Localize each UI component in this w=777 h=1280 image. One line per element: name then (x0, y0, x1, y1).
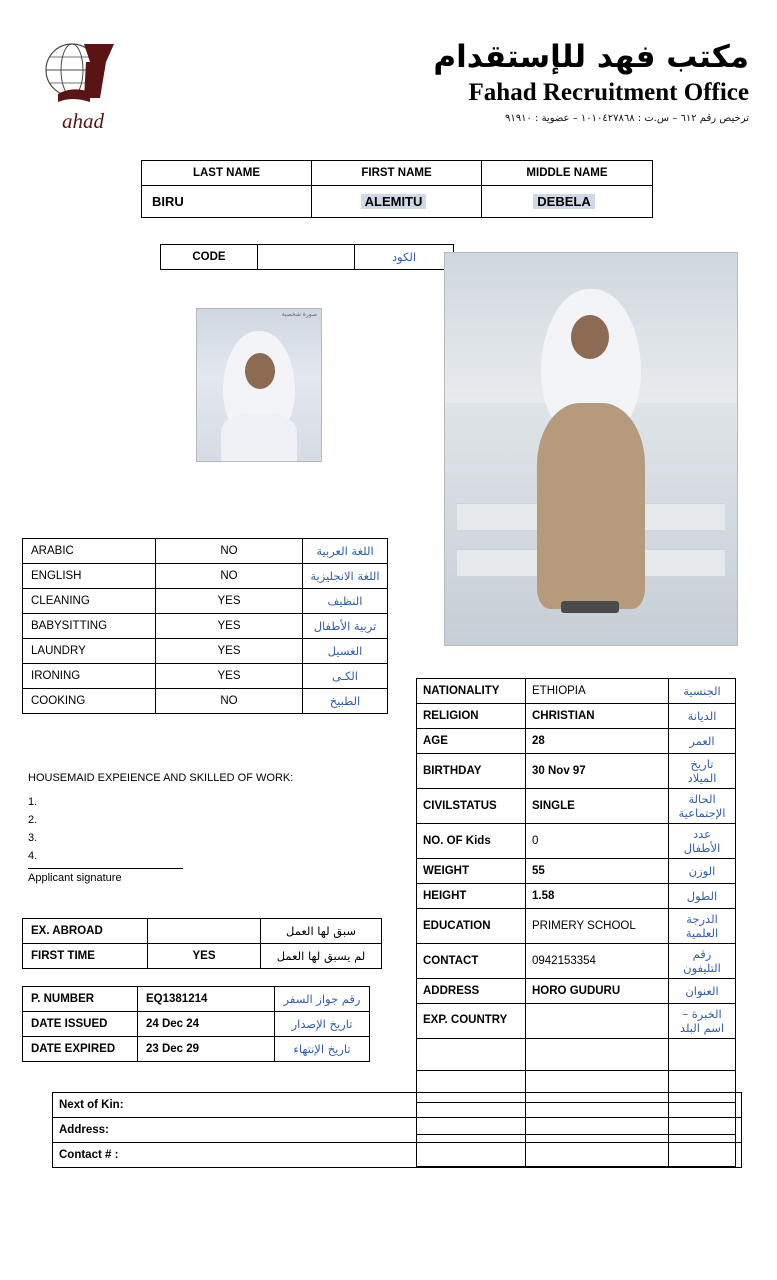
fahad-logo (28, 36, 146, 134)
brand-license-line: ترخيص رقم ٦١٢ – س.ت : ١٠١٠٤٢٧٨٦٨ – عضوية : ٩١٩١٠ (504, 112, 749, 124)
table-row (23, 564, 388, 589)
table-row (417, 704, 736, 729)
info-label-birthday: BIRTHDAY (417, 754, 526, 789)
info-value-religion[interactable]: CHRISTIAN (526, 704, 669, 729)
table-row (417, 729, 736, 754)
table-row (23, 639, 388, 664)
skill-value-cleaning[interactable]: YES (156, 589, 303, 614)
skill-value-laundry[interactable]: YES (156, 639, 303, 664)
table-row (23, 664, 388, 689)
face-shape-large (571, 315, 609, 359)
info-label-height: HEIGHT (417, 884, 526, 909)
info-label-address: ADDRESS (417, 979, 526, 1004)
abroad-label-ex-abroad: EX. ABROAD (23, 919, 148, 944)
value-middle-name (482, 186, 653, 218)
skill-arabic-english: اللغة الانجليزية (303, 564, 388, 589)
skill-arabic-ironing: الكـى (303, 664, 388, 689)
skill-label-laundry: LAUNDRY (23, 639, 156, 664)
info-value-exp-country[interactable] (526, 1004, 669, 1039)
skill-label-arabic-lang: ARABIC (23, 539, 156, 564)
skill-label-english: ENGLISH (23, 564, 156, 589)
passport-value-issued[interactable]: 24 Dec 24 (138, 1012, 275, 1037)
document-header (0, 18, 777, 133)
list-item[interactable]: 2. (28, 814, 38, 826)
col-first-name: FIRST NAME (312, 161, 482, 186)
info-blank-cell[interactable] (526, 1039, 669, 1071)
info-label-weight: WEIGHT (417, 859, 526, 884)
info-label-age: AGE (417, 729, 526, 754)
skill-arabic-babysitting: تربية الأطفال (303, 614, 388, 639)
table-row (417, 789, 736, 824)
info-blank-cell[interactable] (417, 1039, 526, 1071)
col-middle-name: MIDDLE NAME (482, 161, 653, 186)
skill-value-arabic-lang[interactable]: NO (156, 539, 303, 564)
skills-table (22, 538, 388, 714)
table-row (53, 1093, 742, 1118)
info-arabic-birthday: تاريخ الميلاد (669, 754, 736, 789)
skill-label-cooking: COOKING (23, 689, 156, 714)
skill-label-ironing: IRONING (23, 664, 156, 689)
table-row (161, 245, 454, 270)
info-arabic-height: الطول (669, 884, 736, 909)
info-arabic-religion: الديانة (669, 704, 736, 729)
skill-arabic-cleaning: النظيف (303, 589, 388, 614)
skill-label-babysitting: BABYSITTING (23, 614, 156, 639)
table-row (23, 589, 388, 614)
table-row (23, 539, 388, 564)
info-value-birthday[interactable]: 30 Nov 97 (526, 754, 669, 789)
passport-arabic-expired: تاريخ الإنتهاء (275, 1037, 370, 1062)
passport-arabic-issued: تاريخ الإصدار (275, 1012, 370, 1037)
code-value[interactable] (258, 245, 355, 270)
applicant-full-photo (444, 252, 738, 646)
info-value-kids[interactable]: 0 (526, 824, 669, 859)
skill-arabic-laundry: الغسيل (303, 639, 388, 664)
code-label: CODE (161, 245, 258, 270)
shoulders-shape (221, 413, 297, 461)
info-value-civilstatus[interactable]: SINGLE (526, 789, 669, 824)
table-row (23, 1012, 370, 1037)
list-item[interactable]: 3. (28, 832, 38, 844)
info-blank-cell[interactable] (669, 1039, 736, 1071)
info-label-religion: RELIGION (417, 704, 526, 729)
passport-label-number: P. NUMBER (23, 987, 138, 1012)
passport-label-issued: DATE ISSUED (23, 1012, 138, 1037)
info-value-address[interactable]: HORO GUDURU (526, 979, 669, 1004)
applicant-portrait-photo (196, 308, 322, 462)
brand-arabic-name: مكتب فهد للإستقدام (433, 39, 749, 75)
passport-arabic-number: رقم جواز السفر (275, 987, 370, 1012)
table-row (417, 679, 736, 704)
signature-line (28, 868, 183, 869)
skill-value-ironing[interactable]: YES (156, 664, 303, 689)
table-row (417, 1039, 736, 1071)
kin-row-address[interactable]: Address: (53, 1118, 742, 1143)
info-arabic-nationality: الجنسية (669, 679, 736, 704)
table-row (417, 1004, 736, 1039)
info-value-contact[interactable]: 0942153354 (526, 944, 669, 979)
table-row (417, 884, 736, 909)
info-label-kids: NO. OF Kids (417, 824, 526, 859)
experience-list (28, 796, 398, 862)
skill-value-cooking[interactable]: NO (156, 689, 303, 714)
info-label-nationality: NATIONALITY (417, 679, 526, 704)
info-arabic-kids: عدد الأطفال (669, 824, 736, 859)
middle-name-text: DEBELA (533, 194, 594, 209)
info-arabic-age: العمر (669, 729, 736, 754)
list-item[interactable]: 1. (28, 796, 38, 808)
experience-block (28, 772, 398, 884)
info-arabic-contact: رقم التليفون (669, 944, 736, 979)
abroad-label-first-time: FIRST TIME (23, 944, 148, 969)
table-row (417, 824, 736, 859)
info-value-nationality[interactable]: ETHIOPIA (526, 679, 669, 704)
info-arabic-weight: الوزن (669, 859, 736, 884)
shoes-shape (561, 601, 619, 613)
table-row (142, 186, 653, 218)
last-name-text: BIRU (152, 194, 184, 209)
table-row (23, 614, 388, 639)
skill-label-cleaning: CLEANING (23, 589, 156, 614)
passport-value-number[interactable]: EQ1381214 (138, 987, 275, 1012)
abroad-value-first-time[interactable]: YES (148, 944, 261, 969)
info-value-age[interactable]: 28 (526, 729, 669, 754)
skill-arabic-arabic-lang: اللغة العربية (303, 539, 388, 564)
svg-text:ahad: ahad (62, 109, 104, 133)
info-label-civilstatus: CIVILSTATUS (417, 789, 526, 824)
table-row (23, 987, 370, 1012)
table-row (417, 944, 736, 979)
small-photo-caption: صورة شخصية (281, 311, 317, 318)
value-last-name (142, 186, 312, 218)
code-arabic-label: الكود (355, 245, 454, 270)
code-table (160, 244, 454, 270)
abroad-arabic-ex-abroad: سبق لها العمل (261, 919, 382, 944)
info-label-contact: CONTACT (417, 944, 526, 979)
value-first-name (312, 186, 482, 218)
skill-arabic-cooking: الطبيخ (303, 689, 388, 714)
abroad-arabic-first-time: لم يسبق لها العمل (261, 944, 382, 969)
info-arabic-education: الدرجة العلمية (669, 909, 736, 944)
table-row (417, 909, 736, 944)
experience-title: HOUSEMAID EXPEIENCE AND SKILLED OF WORK: (28, 772, 294, 784)
info-label-exp-country: EXP. COUNTRY (417, 1004, 526, 1039)
table-row (417, 859, 736, 884)
info-label-education: EDUCATION (417, 909, 526, 944)
table-row (417, 754, 736, 789)
table-row (53, 1143, 742, 1168)
info-value-weight[interactable]: 55 (526, 859, 669, 884)
passport-label-expired: DATE EXPIRED (23, 1037, 138, 1062)
skill-value-english[interactable]: NO (156, 564, 303, 589)
face-shape (245, 353, 275, 389)
first-name-text: ALEMITU (361, 194, 427, 209)
info-arabic-address: العنوان (669, 979, 736, 1004)
info-arabic-civilstatus: الحالة الإجتماعية (669, 789, 736, 824)
table-row (23, 919, 382, 944)
info-arabic-exp-country: الخبرة – اسم البلد (669, 1004, 736, 1039)
list-item[interactable]: 4. (28, 850, 38, 862)
skill-value-babysitting[interactable]: YES (156, 614, 303, 639)
table-row (142, 161, 653, 186)
table-row (53, 1118, 742, 1143)
table-row (417, 979, 736, 1004)
abroad-experience-table (22, 918, 382, 969)
info-value-education[interactable]: PRIMERY SCHOOL (526, 909, 669, 944)
brand-english-name: Fahad Recruitment Office (468, 78, 749, 106)
kin-row-contact[interactable]: Contact # : (53, 1143, 742, 1168)
next-of-kin-table (52, 1092, 742, 1168)
table-row (23, 1037, 370, 1062)
table-row (23, 689, 388, 714)
table-row (23, 944, 382, 969)
passport-table (22, 986, 370, 1062)
col-last-name: LAST NAME (142, 161, 312, 186)
signature-label: Applicant signature (28, 872, 122, 884)
brand-block (319, 40, 749, 124)
name-table (141, 160, 653, 218)
passport-value-expired[interactable]: 23 Dec 29 (138, 1037, 275, 1062)
abroad-value-ex-abroad[interactable] (148, 919, 261, 944)
kin-row-next-of-kin[interactable]: Next of Kin: (53, 1093, 742, 1118)
info-value-height[interactable]: 1.58 (526, 884, 669, 909)
dress-shape (537, 403, 645, 609)
